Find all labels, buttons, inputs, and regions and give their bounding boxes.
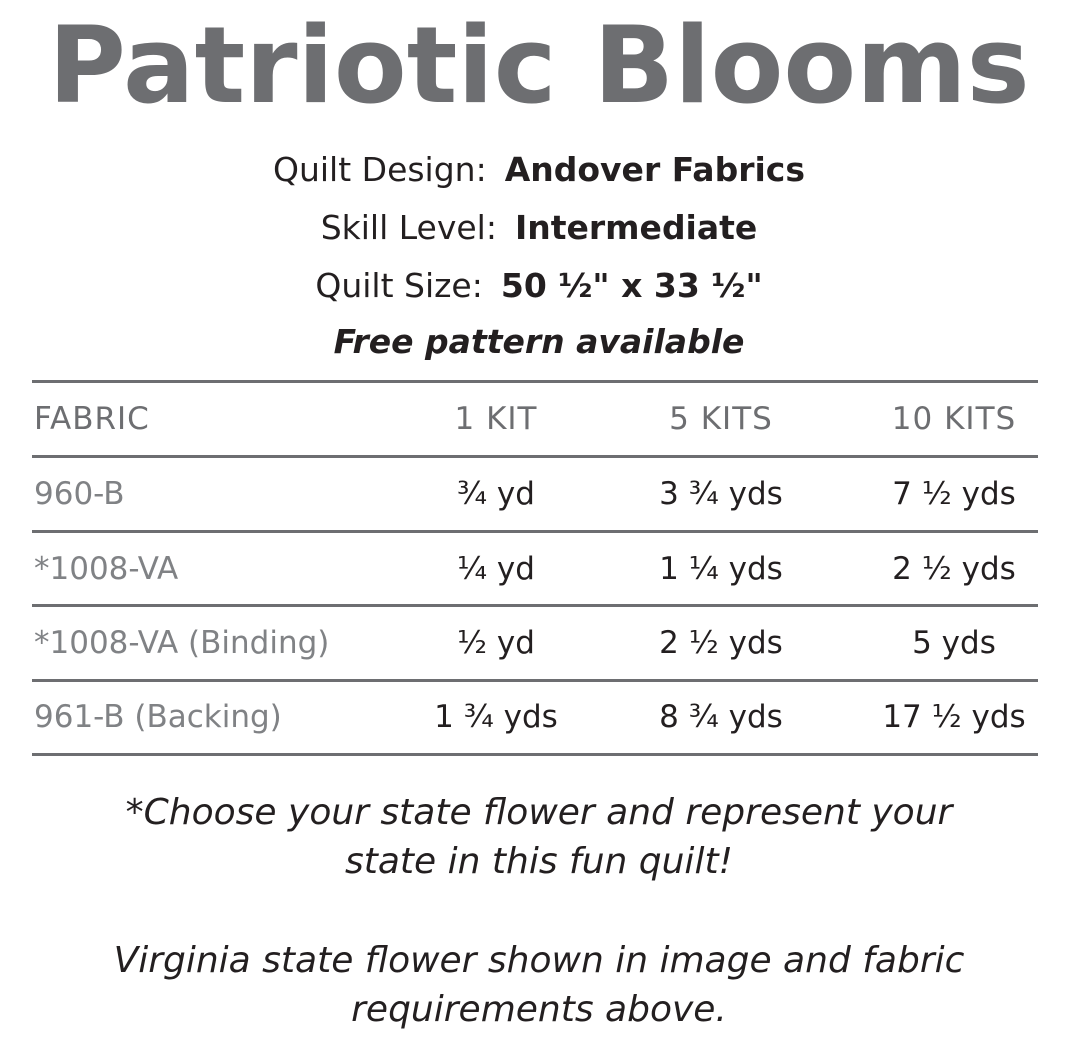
qty-10-kits: 5 yds — [912, 625, 996, 661]
quilt-design-label: Quilt Design: — [273, 150, 487, 189]
qty-5-kits: 2 ½ yds — [659, 625, 783, 661]
fabric-cell: *1008-VA — [34, 551, 179, 587]
qty-1-kit: 1 ¾ yds — [434, 699, 558, 735]
fabric-cell: *1008-VA (Binding) — [34, 625, 330, 661]
qty-1-kit: ¼ yd — [457, 551, 535, 587]
state-flower-note-line-2: state in this fun quilt! — [344, 841, 733, 882]
fabric-cell: 960-B — [34, 476, 125, 512]
table-bottom-rule — [32, 753, 1038, 756]
fabric-cell: 961-B (Backing) — [34, 699, 282, 735]
qty-5-kits: 8 ¾ yds — [659, 699, 783, 735]
qty-10-kits: 2 ½ yds — [892, 551, 1016, 587]
quilt-size-label: Quilt Size: — [315, 266, 483, 305]
table-top-rule — [32, 380, 1038, 383]
qty-10-kits: 17 ½ yds — [882, 699, 1026, 735]
qty-10-kits: 7 ½ yds — [892, 476, 1016, 512]
virginia-note-line-1: Virginia state flower shown in image and fabric — [113, 940, 965, 981]
qty-1-kit: ½ yd — [457, 625, 535, 661]
quilt-design-value: Andover Fabrics — [504, 150, 805, 189]
table-divider — [32, 679, 1038, 682]
qty-5-kits: 1 ¼ yds — [659, 551, 783, 587]
header-1-kit: 1 KIT — [454, 401, 538, 437]
free-pattern-note: Free pattern available — [333, 322, 745, 361]
quilt-size-value: 50 ½" x 33 ½" — [500, 266, 763, 305]
table-divider — [32, 604, 1038, 607]
state-flower-note-line-1: *Choose your state flower and represent your — [125, 792, 953, 833]
quilt-design-line — [0, 150, 1078, 190]
qty-5-kits: 3 ¾ yds — [659, 476, 783, 512]
table-divider — [32, 530, 1038, 533]
header-5-kits: 5 KITS — [669, 401, 773, 437]
table-divider — [32, 455, 1038, 458]
skill-level-value: Intermediate — [514, 208, 758, 247]
virginia-note-line-2: requirements above. — [351, 989, 727, 1030]
quilt-size-line — [0, 266, 1078, 306]
qty-1-kit: ¾ yd — [457, 476, 535, 512]
header-fabric: FABRIC — [34, 401, 150, 437]
skill-level-label: Skill Level: — [320, 208, 497, 247]
skill-level-line — [0, 208, 1078, 248]
header-10-kits: 10 KITS — [891, 401, 1017, 437]
page-title: Patriotic Blooms — [48, 4, 1030, 127]
